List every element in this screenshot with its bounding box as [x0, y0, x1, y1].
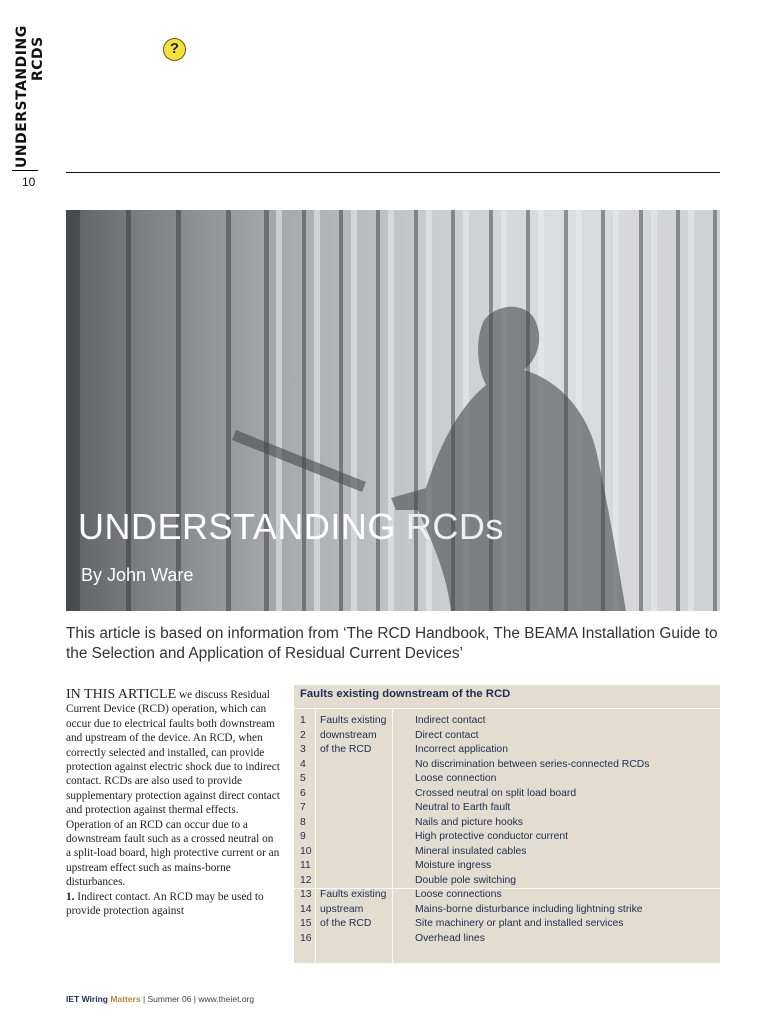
row-number: 11	[300, 860, 311, 871]
section-label-line1: UNDERSTANDING	[14, 25, 30, 168]
table-row	[294, 714, 720, 729]
footer-brand: IET Wiring	[66, 994, 108, 1004]
faults-table-title: Faults existing downstream of the RCD	[300, 688, 511, 700]
table-row	[294, 917, 720, 932]
row-number: 14	[300, 903, 312, 915]
table-row	[294, 787, 720, 802]
row-number: 8	[300, 816, 306, 828]
row-number: 4	[300, 758, 306, 770]
row-item: Moisture ingress	[415, 860, 492, 871]
row-item: Crossed neutral on split load board	[415, 787, 577, 799]
point-text: Indirect contact. An RCD may be used to provide protection against	[66, 890, 264, 918]
section-divider	[12, 170, 38, 171]
help-icon[interactable]: ?	[163, 38, 186, 61]
row-number: 15	[300, 918, 312, 929]
group-label-line: of the RCD	[320, 744, 372, 755]
point-number: 1.	[66, 890, 75, 903]
article-text: we discuss Residual Current Device (RCD) operation, which can occur due to electrical faults both downstream and upstream of the device. An RCD, when correctly selected and installed, can provide protection against electric shock due to indirect contact. RCDs are also used to provide supplementary protection against direct contact and protection against thermal effects. Operation of an RCD can occur due to a downstream fault such as a crossed neutral on a split-load board, high protective current or an upstream effect such as mains-borne disturbances.	[66, 689, 280, 889]
page-footer	[66, 994, 254, 1004]
table-row	[294, 859, 720, 874]
table-row	[294, 816, 720, 831]
row-item: Direct contact	[415, 729, 479, 741]
table-row	[294, 845, 720, 860]
row-number: 10	[300, 845, 312, 857]
row-item: No discrimination between series-connected RCDs	[415, 758, 650, 770]
hero-title-accent: RCDs	[405, 506, 504, 547]
footer-brand-accent: Matters	[110, 994, 141, 1004]
hero-image	[66, 210, 720, 611]
row-number: 2	[300, 729, 306, 741]
row-number: 3	[300, 744, 306, 755]
article-lead: IN THIS ARTICLE	[66, 687, 177, 702]
row-number: 13	[300, 889, 312, 900]
group-label-line: Faults existing	[320, 715, 387, 726]
row-number: 6	[300, 787, 306, 799]
header-rule	[66, 172, 720, 173]
row-item: High protective conductor current	[415, 831, 569, 842]
row-number: 5	[300, 773, 306, 784]
row-item: Mains-borne disturbance including lightning strike	[415, 903, 643, 915]
hero-title	[78, 506, 504, 548]
byline: By John Ware	[81, 565, 194, 585]
table-row	[294, 801, 720, 816]
table-divider	[294, 708, 720, 709]
group-label-line: upstream	[320, 903, 364, 915]
row-item: Mineral insulated cables	[415, 845, 527, 857]
faults-table	[294, 685, 720, 963]
row-number: 16	[300, 932, 312, 944]
group-label-line: Faults existing	[320, 889, 387, 900]
row-number: 12	[300, 874, 312, 886]
group-label-line: downstream	[320, 729, 377, 741]
section-label-line2: RCDS	[30, 36, 46, 81]
section-label	[14, 25, 46, 168]
article-body	[66, 688, 280, 919]
table-row	[294, 903, 720, 918]
row-item: Site machinery or plant and installed services	[415, 918, 624, 929]
page-number: 10	[22, 175, 36, 189]
row-item: Neutral to Earth fault	[415, 802, 511, 813]
row-item: Indirect contact	[415, 715, 486, 726]
faults-rows	[294, 714, 720, 946]
row-item: Loose connections	[415, 889, 502, 900]
table-row	[294, 743, 720, 758]
row-number: 9	[300, 831, 306, 842]
table-row	[294, 830, 720, 845]
table-row	[294, 729, 720, 744]
table-row	[294, 874, 720, 889]
group-label-line: of the RCD	[320, 918, 372, 929]
row-number: 7	[300, 802, 306, 813]
table-row	[294, 932, 720, 947]
row-item: Loose connection	[415, 773, 497, 784]
footer-issue: | Summer 06 | www.theiet.org	[142, 994, 255, 1004]
hero-title-main: UNDERSTANDING	[78, 506, 396, 547]
row-item: Double pole switching	[415, 874, 517, 886]
row-item: Incorrect application	[415, 744, 508, 755]
blinds-shadow-illustration	[66, 210, 720, 611]
table-row	[294, 772, 720, 787]
table-row	[294, 758, 720, 773]
row-number: 1	[300, 715, 306, 726]
intro-paragraph: This article is based on information from ‘The RCD Handbook, The BEAMA Installation Guide to the Selection and Application of Residual Current Devices’	[66, 625, 718, 662]
row-item: Nails and picture hooks	[415, 816, 524, 828]
row-item: Overhead lines	[415, 932, 485, 944]
table-row	[294, 888, 720, 903]
